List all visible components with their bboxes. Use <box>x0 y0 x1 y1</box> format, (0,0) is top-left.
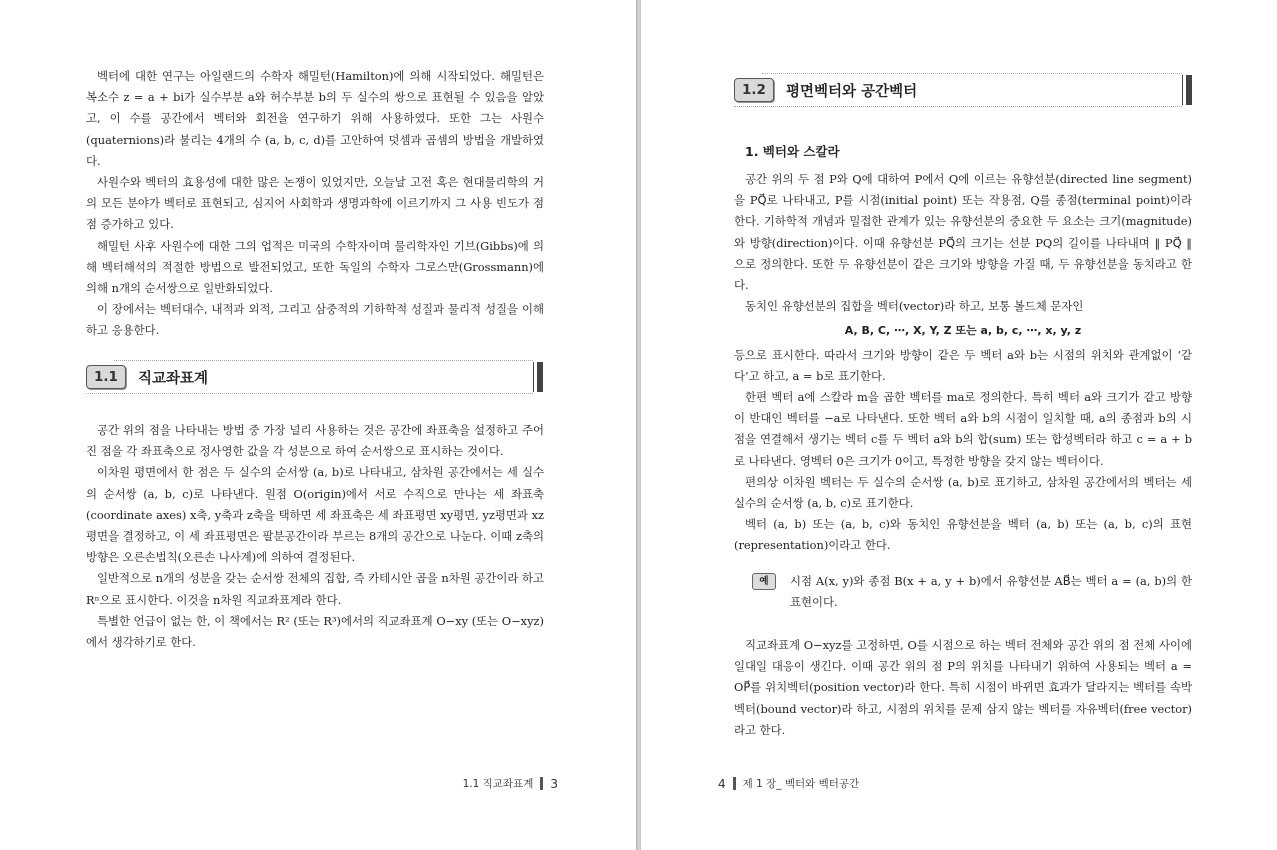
paragraph: 한편 벡터 a에 스칼라 m을 곱한 벡터를 ma로 정의한다. 특히 벡터 a와 크기가 같고 방향이 반대인 벡터를 −a로 나타낸다. 또한 벡터 a와 b의 시점이 일치할 때, a의 종점과 b의 시점을 연결해서 생기는 벡터 c를 두 벡터 a와 b의 합(sum) 또는 합성벡터라 하고 c = a + b로 나타낸다. 영벡터 0은 크기가 0이고, 특정한 방향을 갖지 않는 벡터이다. <box>734 390 1192 468</box>
left-page <box>0 0 636 850</box>
paragraph: 벡터 (a, b) 또는 (a, b, c)와 동치인 유향선분을 벡터 (a, b) 또는 (a, b, c)의 표현(representation)이라고 한다. <box>734 517 1192 553</box>
section-title: 직교좌표계 <box>138 370 209 387</box>
example-box <box>752 571 1192 613</box>
footer-separator <box>733 777 736 790</box>
page-footer <box>463 776 558 791</box>
paragraph: 직교좌표계 O−xyz를 고정하면, O를 시점으로 하는 벡터 전체와 공간 위의 점 전체 사이에 일대일 대응이 생긴다. 이때 공간 위의 점 P의 위치를 나타내기 위하여 사용되는 벡터 a = OP⃗를 위치벡터(position vector)라 한다. 특히 시점이 바뀌면 효과가 달라지는 벡터를 속박벡터(bound vector)라 하고, 시점의 위치를 문제 삼지 않는 벡터를 자유벡터(free vector)라고 한다. <box>734 638 1192 737</box>
section-number: 1.1 <box>86 365 126 389</box>
paragraph: 이차원 평면에서 한 점은 두 실수의 순서쌍 (a, b)로 나타내고, 삼차원 공간에서는 세 실수의 순서쌍 (a, b, c)로 나타낸다. 원점 O(origin)에서 서로 수직으로 만나는 세 좌표축(coordinate axes) x축, y축과 z축을 택하면 세 좌표축은 세 좌표평면 xy평면, yz평면과 xz평면을 결정하고, 이 세 좌표평면은 팔분공간이라 부르는 8개의 공간으로 나눈다. 이때 z축의 방향은 오른손법칙(오른손 나사계)에 의하여 결정된다. <box>86 465 544 565</box>
heading-bar-decoration <box>1183 75 1192 105</box>
heading-bar-decoration <box>534 362 543 392</box>
section-body <box>734 169 1192 741</box>
page-number: 3 <box>550 776 558 791</box>
footer-section: 1.1 직교좌표계 <box>462 778 534 790</box>
section-body <box>86 420 544 653</box>
section-number: 1.2 <box>734 78 774 102</box>
paragraph: 공간 위의 점을 나타내는 방법 중 가장 널리 사용하는 것은 공간에 좌표축을 설정하고 주어진 점을 각 좌표축으로 정사영한 값을 각 성분으로 하여 순서쌍으로 표시하는 것이다. <box>86 423 544 459</box>
section-title: 평면벡터와 공간벡터 <box>786 83 918 100</box>
paragraph: 특별한 언급이 없는 한, 이 책에서는 R² (또는 R³)에서의 직교좌표계 O−xy (또는 O−xyz)에서 생각하기로 한다. <box>86 613 544 650</box>
paragraph: 일반적으로 n개의 성분을 갖는 순서쌍 전체의 집합, 즉 카테시안 곱을 n차원 공간이라 하고 Rⁿ으로 표시한다. 이것을 n차원 직교좌표계라 한다. <box>86 571 544 607</box>
paragraph: 편의상 이차원 벡터는 두 실수의 순서쌍 (a, b)로 표기하고, 삼차원 공간에서의 벡터는 세 실수의 순서쌍 (a, b, c)로 표기한다. <box>734 474 1192 511</box>
bold-letters-line: A, B, C, ⋯, X, Y, Z 또는 a, b, c, ⋯, x, y, z <box>844 324 1082 338</box>
section-heading-1-2 <box>734 73 1192 107</box>
paragraph: 해밀턴 사후 사원수에 대한 그의 업적은 미국의 수학자이며 물리학자인 기브(Gibbs)에 의해 벡터해석의 적절한 방법으로 발전되었고, 또한 독일의 수학자 그로스만(Grossmann)에 의해 n개의 순서쌍으로 일반화되었다. <box>86 238 544 296</box>
subsection-title: 1. 벡터와 스칼라 <box>745 144 840 159</box>
example-badge: 예 <box>752 573 776 590</box>
section-heading-1-1 <box>86 360 543 394</box>
paragraph: 등으로 표시한다. 따라서 크기와 방향이 같은 두 벡터 a와 b는 시점의 위치와 관계없이 ‘같다’고 하고, a = b로 표기한다. <box>734 347 1192 383</box>
example-text: 시점 A(x, y)와 종점 B(x + a, y + b)에서 유향선분 AB⃗는 벡터 a = (a, b)의 한 표현이다. <box>790 573 1192 609</box>
footer-chapter: 제 1 장_ 벡터와 벡터공간 <box>742 778 860 790</box>
paragraph: 사원수와 벡터의 효용성에 대한 많은 논쟁이 있었지만, 오늘날 고전 혹은 현대물리학의 거의 모든 분야가 벡터로 표현되고, 심지어 사회학과 생명과학에 이르기까지 그 사용 빈도가 점점 증가하고 있다. <box>86 175 544 232</box>
page-footer <box>718 776 859 791</box>
paragraph: 동치인 유향선분의 집합을 벡터(vector)라 하고, 보통 볼드체 문자인 <box>745 299 1084 314</box>
paragraph: 공간 위의 두 점 P와 Q에 대하여 P에서 Q에 이르는 유향선분(directed line segment)을 PQ⃗로 나타내고, P를 시점(initial point) 또는 작용점, Q를 종점(terminal point)이라 한다. 기하학적 개념과 밀접한 관계가 있는 유향선분의 중요한 두 요소는 크기(magnitude)와 방향(direction)이다. 이때 유향선분 PQ⃗의 크기는 선분 PQ의 길이를 나타내며 ‖ PQ⃗ ‖ 으로 정의한다. 또한 두 유향선분이 같은 크기와 방향을 가질 때, 두 유향선분을 동치라고 한다. <box>734 172 1192 293</box>
intro-text <box>86 66 544 342</box>
right-page <box>641 0 1277 850</box>
paragraph: 이 장에서는 벡터대수, 내적과 외적, 그리고 삼중적의 기하학적 성질과 물리적 성질을 이해하고 응용한다. <box>86 302 544 338</box>
paragraph: 벡터에 대한 연구는 아일랜드의 수학자 해밀턴(Hamilton)에 의해 시작되었다. 해밀턴은 복소수 z = a + bi가 실수부분 a와 허수부분 b의 두 실수의 쌍으로 표현될 수 있음을 알았고, 이 수를 공간에서 벡터와 회전을 연구하기 위해 사용하였다. 또한 그는 사원수(quaternions)라 불리는 4개의 수 (a, b, c, d)를 고안하여 덧셈과 곱셈의 방법을 개발하였다. <box>86 69 544 168</box>
page-number: 4 <box>718 776 726 791</box>
footer-separator <box>540 777 543 790</box>
